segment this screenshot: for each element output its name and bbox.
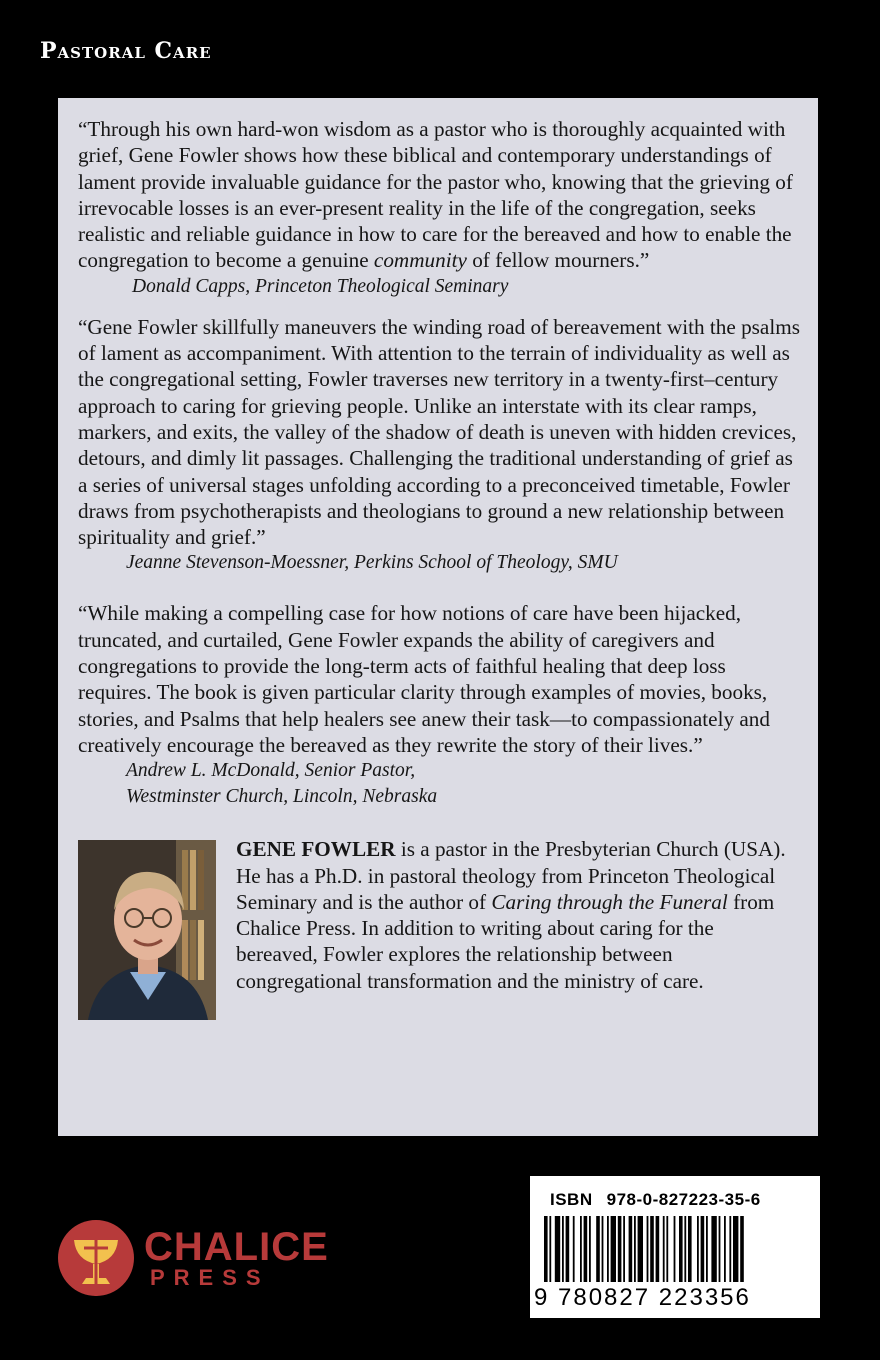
bio-paragraph [236, 836, 800, 1020]
category-label: Pastoral Care [40, 38, 212, 64]
book-title: Caring through the Funeral [491, 889, 728, 914]
publisher-sub: PRESS [150, 1265, 270, 1290]
barcode-graphic [544, 1216, 806, 1282]
publisher-logo [56, 1218, 329, 1298]
author-bio [78, 836, 800, 1020]
quote-1-emphasis: community [373, 248, 467, 273]
isbn-barcode-box [530, 1176, 820, 1318]
quote-1-text: “Through his own hard-won wisdom as a pastor who is thoroughly acquainted with grief, Gene Fowler shows how these biblical and contemporary understandings of lament provide invaluable guidance for the pastor who, knowing that the grieving of irrevocable losses is an ever-present reality in the life of the congregation, seeks realistic and reliable guidance in how to care for the bereaved and how to enable the congregation to become a genuine [78, 117, 793, 273]
quote-3-attribution-line2: Westminster Church, Lincoln, Nebraska [126, 786, 438, 808]
bio-text-1: is a pastor in the Presbyterian Church (USA). He has a Ph.D. in pastoral theology from Princeton Theological Seminary and is the author of [236, 837, 786, 914]
author-photo [78, 840, 216, 1020]
isbn-line [550, 1190, 761, 1210]
author-name: GENE FOWLER [236, 837, 396, 862]
quote-3-attribution-line1: Andrew L. McDonald, Senior Pastor, [126, 760, 416, 782]
quote-2-attribution: Jeanne Stevenson-Moessner, Perkins School of Theology, SMU [126, 552, 618, 574]
isbn-number: 978-0-827223-35-6 [606, 1190, 761, 1209]
review-quote-2: “Gene Fowler skillfully maneuvers the winding road of bereavement with the psalms of lament as accompaniment. With attention to the terrain of individuality as well as the congregational setting, Fowler traverses new territory in a twenty-first–century approach to caring for grieving people. Unlike an interstate with its clear ramps, markers, and exits, the valley of the shadow of death is uneven with hidden crevices, detours, and dimly lit passages. Challenging the traditional understanding of grief as a series of universal stages unfolding according to a preconceived timetable, Fowler draws from psychotherapists and theologians to ground a new relationship between spirituality and grief.” [78, 314, 800, 550]
quote-1-end: of fellow mourners.” [466, 248, 650, 273]
chalice-icon [56, 1218, 136, 1298]
isbn-label: ISBN [550, 1190, 593, 1209]
bio-text-2: from Chalice Press. In addition to writing about caring for the bereaved, Fowler explores the relationship between congregational transformation and the ministry of care. [236, 889, 775, 993]
quote-1-attribution: Donald Capps, Princeton Theological Seminary [132, 275, 509, 297]
author-portrait-image [78, 840, 216, 1020]
review-panel [58, 98, 818, 1136]
review-quote-1 [78, 116, 800, 274]
publisher-name: CHALICE [144, 1225, 329, 1269]
barcode-digits: 9 780827 223356 [534, 1284, 751, 1311]
review-quote-3: “While making a compelling case for how notions of care have been hijacked, truncated, and curtailed, Gene Fowler expands the ability of caregivers and congregations to provide the long-term acts of faithful healing that deep loss requires. The book is given particular clarity through examples of movies, books, stories, and Psalms that help healers see anew their task—to compassionately and creatively encourage the bereaved as they rewrite the story of their lives.” [78, 601, 770, 757]
